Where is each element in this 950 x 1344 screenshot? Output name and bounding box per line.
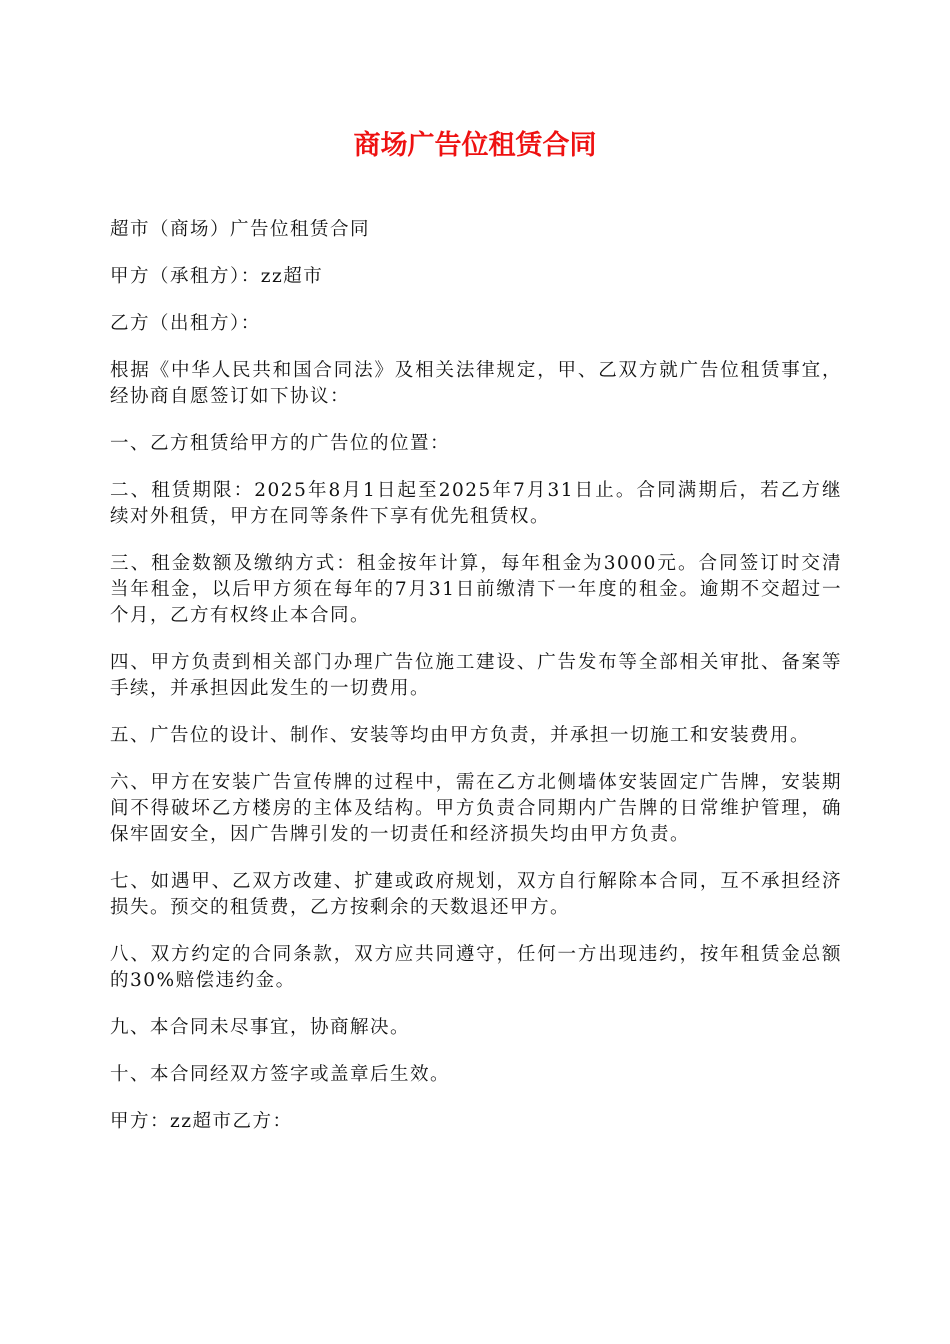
clause-8: 八、双方约定的合同条款，双方应共同遵守，任何一方出现违约，按年租赁金总额的30%赔偿违约金。: [110, 944, 842, 991]
clause-7: 七、如遇甲、乙双方改建、扩建或政府规划，双方自行解除本合同，互不承担经济损失。预交的租赁费，乙方按剩余的天数退还甲方。: [110, 871, 842, 918]
clause-6: 六、甲方在安装广告宣传牌的过程中，需在乙方北侧墙体安装固定广告牌，安装期间不得破坏乙方楼房的主体及结构。甲方负责合同期内广告牌的日常维护管理，确保牢固安全，因广告牌引发的一切责任和经济损失均由甲方负责。: [110, 772, 842, 845]
clause-2: 二、租赁期限：2025年8月1日起至2025年7月31日止。合同满期后，若乙方继续对外租赁，甲方在同等条件下享有优先租赁权。: [110, 480, 842, 527]
clause-3: 三、租金数额及缴纳方式：租金按年计算，每年租金为3000元。合同签订时交清当年租金，以后甲方须在每年的7月31日前缴清下一年度的租金。逾期不交超过一个月，乙方有权终止本合同。: [110, 553, 842, 626]
document-title: 商场广告位租赁合同: [353, 130, 597, 161]
party-a-line: 甲方（承租方）：zz超市: [110, 266, 324, 287]
document-body: [110, 217, 842, 1156]
clause-5: 五、广告位的设计、制作、安装等均由甲方负责，并承担一切施工和安装费用。: [110, 725, 811, 746]
clause-4: 四、甲方负责到相关部门办理广告位施工建设、广告发布等全部相关审批、备案等手续，并承担因此发生的一切费用。: [110, 652, 842, 699]
clause-1: 一、乙方租赁给甲方的广告位的位置：: [110, 433, 451, 454]
clause-9: 九、本合同未尽事宜，协商解决。: [110, 1017, 411, 1038]
signature-line: 甲方：zz超市乙方：: [110, 1111, 293, 1132]
clause-10: 十、本合同经双方签字或盖章后生效。: [110, 1064, 451, 1085]
preamble-paragraph: 根据《中华人民共和国合同法》及相关法律规定，甲、乙双方就广告位租赁事宜，经协商自愿签订如下协议：: [110, 360, 842, 407]
party-b-line: 乙方（出租方）：: [110, 313, 261, 334]
heading-line: 超市（商场）广告位租赁合同: [110, 219, 371, 240]
